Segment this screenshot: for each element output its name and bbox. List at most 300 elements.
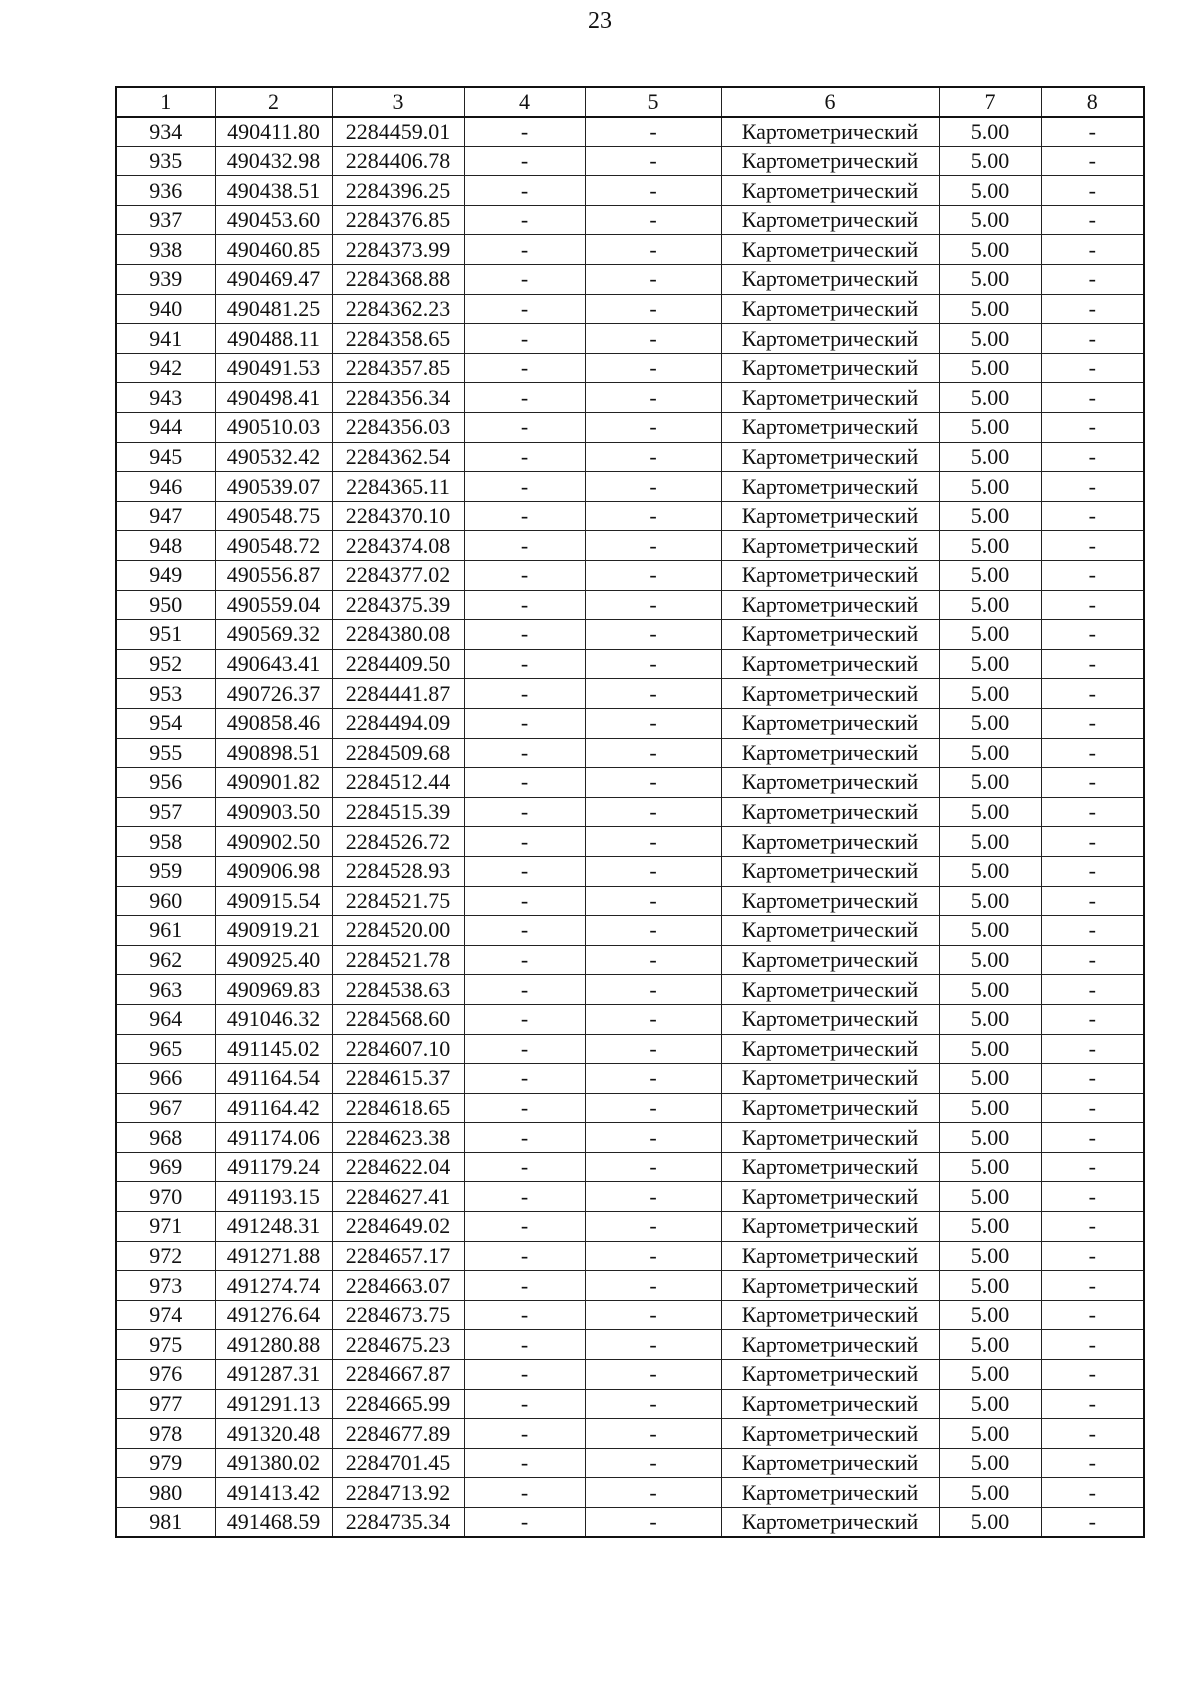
method-cell: Картометрический <box>721 708 939 738</box>
y-coordinate-cell: 2284509.68 <box>332 738 464 768</box>
table-row <box>116 708 1144 738</box>
col5-cell: - <box>585 117 721 147</box>
y-coordinate-cell: 2284406.78 <box>332 146 464 176</box>
table-row <box>116 1093 1144 1123</box>
table-row <box>116 235 1144 265</box>
col5-cell: - <box>585 1508 721 1538</box>
x-coordinate-cell: 491145.02 <box>215 1034 332 1064</box>
method-cell: Картометрический <box>721 620 939 650</box>
x-coordinate-cell: 491291.13 <box>215 1389 332 1419</box>
point-number-cell: 964 <box>116 1004 215 1034</box>
x-coordinate-cell: 490469.47 <box>215 265 332 295</box>
col5-cell: - <box>585 1271 721 1301</box>
method-cell: Картометрический <box>721 531 939 561</box>
accuracy-cell: 5.00 <box>939 856 1041 886</box>
table-row <box>116 620 1144 650</box>
accuracy-cell: 5.00 <box>939 324 1041 354</box>
col8-cell: - <box>1041 945 1144 975</box>
point-number-cell: 971 <box>116 1212 215 1242</box>
x-coordinate-cell: 491380.02 <box>215 1448 332 1478</box>
col4-cell: - <box>464 797 585 827</box>
x-coordinate-cell: 491280.88 <box>215 1330 332 1360</box>
col8-cell: - <box>1041 1300 1144 1330</box>
method-cell: Картометрический <box>721 472 939 502</box>
x-coordinate-cell: 491174.06 <box>215 1123 332 1153</box>
accuracy-cell: 5.00 <box>939 235 1041 265</box>
col8-cell: - <box>1041 146 1144 176</box>
method-cell: Картометрический <box>721 353 939 383</box>
y-coordinate-cell: 2284675.23 <box>332 1330 464 1360</box>
col5-cell: - <box>585 1152 721 1182</box>
col8-cell: - <box>1041 916 1144 946</box>
x-coordinate-cell: 491179.24 <box>215 1152 332 1182</box>
y-coordinate-cell: 2284526.72 <box>332 827 464 857</box>
accuracy-cell: 5.00 <box>939 1330 1041 1360</box>
method-cell: Картометрический <box>721 1034 939 1064</box>
x-coordinate-cell: 490453.60 <box>215 205 332 235</box>
table-row <box>116 1212 1144 1242</box>
col4-cell: - <box>464 324 585 354</box>
point-number-cell: 969 <box>116 1152 215 1182</box>
col4-cell: - <box>464 886 585 916</box>
y-coordinate-cell: 2284374.08 <box>332 531 464 561</box>
col8-cell: - <box>1041 708 1144 738</box>
table-row <box>116 117 1144 147</box>
table-row <box>116 856 1144 886</box>
x-coordinate-cell: 491164.42 <box>215 1093 332 1123</box>
point-number-cell: 966 <box>116 1064 215 1094</box>
x-coordinate-cell: 491164.54 <box>215 1064 332 1094</box>
y-coordinate-cell: 2284356.34 <box>332 383 464 413</box>
point-number-cell: 977 <box>116 1389 215 1419</box>
col8-cell: - <box>1041 324 1144 354</box>
method-cell: Картометрический <box>721 294 939 324</box>
table-row <box>116 679 1144 709</box>
table-row <box>116 205 1144 235</box>
col8-cell: - <box>1041 1093 1144 1123</box>
col5-cell: - <box>585 501 721 531</box>
col5-cell: - <box>585 975 721 1005</box>
col5-cell: - <box>585 856 721 886</box>
table-row <box>116 1271 1144 1301</box>
col4-cell: - <box>464 235 585 265</box>
col4-cell: - <box>464 975 585 1005</box>
table-row <box>116 768 1144 798</box>
col5-cell: - <box>585 353 721 383</box>
col4-cell: - <box>464 1448 585 1478</box>
point-number-cell: 953 <box>116 679 215 709</box>
accuracy-cell: 5.00 <box>939 1300 1041 1330</box>
col4-cell: - <box>464 679 585 709</box>
x-coordinate-cell: 490532.42 <box>215 442 332 472</box>
y-coordinate-cell: 2284357.85 <box>332 353 464 383</box>
x-coordinate-cell: 490548.72 <box>215 531 332 561</box>
accuracy-cell: 5.00 <box>939 146 1041 176</box>
y-coordinate-cell: 2284622.04 <box>332 1152 464 1182</box>
method-cell: Картометрический <box>721 1212 939 1242</box>
col8-cell: - <box>1041 620 1144 650</box>
x-coordinate-cell: 491413.42 <box>215 1478 332 1508</box>
col8-cell: - <box>1041 1004 1144 1034</box>
col4-cell: - <box>464 1360 585 1390</box>
col5-cell: - <box>585 235 721 265</box>
y-coordinate-cell: 2284375.39 <box>332 590 464 620</box>
col5-cell: - <box>585 590 721 620</box>
col4-cell: - <box>464 294 585 324</box>
table-row <box>116 1478 1144 1508</box>
x-coordinate-cell: 490858.46 <box>215 708 332 738</box>
col5-cell: - <box>585 1182 721 1212</box>
col8-cell: - <box>1041 205 1144 235</box>
col4-cell: - <box>464 916 585 946</box>
y-coordinate-cell: 2284373.99 <box>332 235 464 265</box>
col5-cell: - <box>585 1034 721 1064</box>
method-cell: Картометрический <box>721 1241 939 1271</box>
method-cell: Картометрический <box>721 324 939 354</box>
col5-cell: - <box>585 1300 721 1330</box>
method-cell: Картометрический <box>721 1448 939 1478</box>
column-header: 8 <box>1041 87 1144 117</box>
col8-cell: - <box>1041 265 1144 295</box>
x-coordinate-cell: 490498.41 <box>215 383 332 413</box>
col4-cell: - <box>464 1241 585 1271</box>
col5-cell: - <box>585 886 721 916</box>
method-cell: Картометрический <box>721 945 939 975</box>
point-number-cell: 937 <box>116 205 215 235</box>
method-cell: Картометрический <box>721 235 939 265</box>
col8-cell: - <box>1041 472 1144 502</box>
table-row <box>116 916 1144 946</box>
point-number-cell: 970 <box>116 1182 215 1212</box>
col4-cell: - <box>464 205 585 235</box>
point-number-cell: 942 <box>116 353 215 383</box>
x-coordinate-cell: 490510.03 <box>215 413 332 443</box>
col8-cell: - <box>1041 413 1144 443</box>
col4-cell: - <box>464 768 585 798</box>
table-row <box>116 738 1144 768</box>
col4-cell: - <box>464 383 585 413</box>
y-coordinate-cell: 2284568.60 <box>332 1004 464 1034</box>
col8-cell: - <box>1041 531 1144 561</box>
col5-cell: - <box>585 827 721 857</box>
point-number-cell: 946 <box>116 472 215 502</box>
table-row <box>116 827 1144 857</box>
table-row <box>116 975 1144 1005</box>
accuracy-cell: 5.00 <box>939 117 1041 147</box>
table-row <box>116 1419 1144 1449</box>
col5-cell: - <box>585 797 721 827</box>
x-coordinate-cell: 491287.31 <box>215 1360 332 1390</box>
col5-cell: - <box>585 531 721 561</box>
point-number-cell: 948 <box>116 531 215 561</box>
x-coordinate-cell: 490569.32 <box>215 620 332 650</box>
point-number-cell: 965 <box>116 1034 215 1064</box>
column-header: 7 <box>939 87 1041 117</box>
col8-cell: - <box>1041 1182 1144 1212</box>
point-number-cell: 975 <box>116 1330 215 1360</box>
column-header: 6 <box>721 87 939 117</box>
col5-cell: - <box>585 916 721 946</box>
table-row <box>116 146 1144 176</box>
col4-cell: - <box>464 620 585 650</box>
x-coordinate-cell: 490726.37 <box>215 679 332 709</box>
point-number-cell: 956 <box>116 768 215 798</box>
point-number-cell: 940 <box>116 294 215 324</box>
accuracy-cell: 5.00 <box>939 768 1041 798</box>
accuracy-cell: 5.00 <box>939 1212 1041 1242</box>
col8-cell: - <box>1041 1330 1144 1360</box>
accuracy-cell: 5.00 <box>939 1389 1041 1419</box>
y-coordinate-cell: 2284521.75 <box>332 886 464 916</box>
x-coordinate-cell: 490925.40 <box>215 945 332 975</box>
table-row <box>116 176 1144 206</box>
accuracy-cell: 5.00 <box>939 886 1041 916</box>
method-cell: Картометрический <box>721 827 939 857</box>
method-cell: Картометрический <box>721 146 939 176</box>
col5-cell: - <box>585 413 721 443</box>
table-row <box>116 1241 1144 1271</box>
table-body <box>116 117 1144 1538</box>
accuracy-cell: 5.00 <box>939 294 1041 324</box>
col4-cell: - <box>464 708 585 738</box>
col5-cell: - <box>585 620 721 650</box>
method-cell: Картометрический <box>721 1123 939 1153</box>
table-row <box>116 1360 1144 1390</box>
y-coordinate-cell: 2284370.10 <box>332 501 464 531</box>
accuracy-cell: 5.00 <box>939 1419 1041 1449</box>
x-coordinate-cell: 490432.98 <box>215 146 332 176</box>
y-coordinate-cell: 2284615.37 <box>332 1064 464 1094</box>
y-coordinate-cell: 2284538.63 <box>332 975 464 1005</box>
x-coordinate-cell: 490460.85 <box>215 235 332 265</box>
accuracy-cell: 5.00 <box>939 472 1041 502</box>
y-coordinate-cell: 2284368.88 <box>332 265 464 295</box>
table-row <box>116 353 1144 383</box>
y-coordinate-cell: 2284409.50 <box>332 649 464 679</box>
x-coordinate-cell: 490643.41 <box>215 649 332 679</box>
table-row <box>116 1182 1144 1212</box>
method-cell: Картометрический <box>721 1064 939 1094</box>
table-row <box>116 472 1144 502</box>
point-number-cell: 951 <box>116 620 215 650</box>
point-number-cell: 961 <box>116 916 215 946</box>
table-row <box>116 1123 1144 1153</box>
col5-cell: - <box>585 205 721 235</box>
col8-cell: - <box>1041 590 1144 620</box>
table-row <box>116 561 1144 591</box>
x-coordinate-cell: 490903.50 <box>215 797 332 827</box>
point-number-cell: 959 <box>116 856 215 886</box>
y-coordinate-cell: 2284356.03 <box>332 413 464 443</box>
method-cell: Картометрический <box>721 265 939 295</box>
col4-cell: - <box>464 146 585 176</box>
method-cell: Картометрический <box>721 176 939 206</box>
col4-cell: - <box>464 1034 585 1064</box>
y-coordinate-cell: 2284735.34 <box>332 1508 464 1538</box>
x-coordinate-cell: 490898.51 <box>215 738 332 768</box>
column-header: 3 <box>332 87 464 117</box>
x-coordinate-cell: 490969.83 <box>215 975 332 1005</box>
accuracy-cell: 5.00 <box>939 176 1041 206</box>
col8-cell: - <box>1041 1271 1144 1301</box>
col4-cell: - <box>464 945 585 975</box>
table-row <box>116 1152 1144 1182</box>
method-cell: Картометрический <box>721 501 939 531</box>
col4-cell: - <box>464 531 585 561</box>
table-row <box>116 1508 1144 1538</box>
col5-cell: - <box>585 561 721 591</box>
page-number: 23 <box>588 8 612 34</box>
col4-cell: - <box>464 1093 585 1123</box>
y-coordinate-cell: 2284365.11 <box>332 472 464 502</box>
method-cell: Картометрический <box>721 768 939 798</box>
table-row <box>116 265 1144 295</box>
col5-cell: - <box>585 1419 721 1449</box>
x-coordinate-cell: 490539.07 <box>215 472 332 502</box>
method-cell: Картометрический <box>721 1478 939 1508</box>
col8-cell: - <box>1041 1123 1144 1153</box>
method-cell: Картометрический <box>721 1271 939 1301</box>
col8-cell: - <box>1041 442 1144 472</box>
accuracy-cell: 5.00 <box>939 1360 1041 1390</box>
accuracy-cell: 5.00 <box>939 797 1041 827</box>
coordinates-table <box>115 86 1145 1538</box>
y-coordinate-cell: 2284380.08 <box>332 620 464 650</box>
point-number-cell: 980 <box>116 1478 215 1508</box>
y-coordinate-cell: 2284528.93 <box>332 856 464 886</box>
point-number-cell: 974 <box>116 1300 215 1330</box>
col5-cell: - <box>585 679 721 709</box>
y-coordinate-cell: 2284441.87 <box>332 679 464 709</box>
point-number-cell: 950 <box>116 590 215 620</box>
accuracy-cell: 5.00 <box>939 501 1041 531</box>
y-coordinate-cell: 2284649.02 <box>332 1212 464 1242</box>
point-number-cell: 943 <box>116 383 215 413</box>
col4-cell: - <box>464 590 585 620</box>
col5-cell: - <box>585 708 721 738</box>
col8-cell: - <box>1041 856 1144 886</box>
col4-cell: - <box>464 353 585 383</box>
table-row <box>116 501 1144 531</box>
col8-cell: - <box>1041 679 1144 709</box>
col8-cell: - <box>1041 383 1144 413</box>
point-number-cell: 967 <box>116 1093 215 1123</box>
col5-cell: - <box>585 1478 721 1508</box>
col8-cell: - <box>1041 1360 1144 1390</box>
point-number-cell: 981 <box>116 1508 215 1538</box>
y-coordinate-cell: 2284673.75 <box>332 1300 464 1330</box>
x-coordinate-cell: 490559.04 <box>215 590 332 620</box>
col5-cell: - <box>585 1004 721 1034</box>
method-cell: Картометрический <box>721 797 939 827</box>
method-cell: Картометрический <box>721 1182 939 1212</box>
y-coordinate-cell: 2284607.10 <box>332 1034 464 1064</box>
column-header: 2 <box>215 87 332 117</box>
table-row <box>116 531 1144 561</box>
point-number-cell: 957 <box>116 797 215 827</box>
method-cell: Картометрический <box>721 590 939 620</box>
col5-cell: - <box>585 1330 721 1360</box>
col5-cell: - <box>585 442 721 472</box>
method-cell: Картометрический <box>721 679 939 709</box>
method-cell: Картометрический <box>721 1152 939 1182</box>
col5-cell: - <box>585 945 721 975</box>
col4-cell: - <box>464 1419 585 1449</box>
col4-cell: - <box>464 1004 585 1034</box>
table-row <box>116 1300 1144 1330</box>
point-number-cell: 936 <box>116 176 215 206</box>
col5-cell: - <box>585 1241 721 1271</box>
x-coordinate-cell: 490488.11 <box>215 324 332 354</box>
col4-cell: - <box>464 1212 585 1242</box>
accuracy-cell: 5.00 <box>939 1271 1041 1301</box>
y-coordinate-cell: 2284701.45 <box>332 1448 464 1478</box>
column-header: 1 <box>116 87 215 117</box>
col5-cell: - <box>585 176 721 206</box>
col4-cell: - <box>464 1182 585 1212</box>
method-cell: Картометрический <box>721 383 939 413</box>
y-coordinate-cell: 2284520.00 <box>332 916 464 946</box>
table-row <box>116 294 1144 324</box>
accuracy-cell: 5.00 <box>939 916 1041 946</box>
x-coordinate-cell: 491046.32 <box>215 1004 332 1034</box>
y-coordinate-cell: 2284377.02 <box>332 561 464 591</box>
table-row <box>116 1004 1144 1034</box>
method-cell: Картометрический <box>721 1389 939 1419</box>
x-coordinate-cell: 491193.15 <box>215 1182 332 1212</box>
y-coordinate-cell: 2284667.87 <box>332 1360 464 1390</box>
x-coordinate-cell: 490915.54 <box>215 886 332 916</box>
y-coordinate-cell: 2284665.99 <box>332 1389 464 1419</box>
accuracy-cell: 5.00 <box>939 620 1041 650</box>
accuracy-cell: 5.00 <box>939 413 1041 443</box>
col4-cell: - <box>464 827 585 857</box>
col4-cell: - <box>464 1478 585 1508</box>
col4-cell: - <box>464 1330 585 1360</box>
method-cell: Картометрический <box>721 975 939 1005</box>
col4-cell: - <box>464 413 585 443</box>
x-coordinate-cell: 490556.87 <box>215 561 332 591</box>
col5-cell: - <box>585 146 721 176</box>
accuracy-cell: 5.00 <box>939 590 1041 620</box>
col5-cell: - <box>585 324 721 354</box>
y-coordinate-cell: 2284376.85 <box>332 205 464 235</box>
point-number-cell: 979 <box>116 1448 215 1478</box>
column-header: 5 <box>585 87 721 117</box>
col4-cell: - <box>464 1300 585 1330</box>
method-cell: Картометрический <box>721 856 939 886</box>
col5-cell: - <box>585 1389 721 1419</box>
col5-cell: - <box>585 1064 721 1094</box>
y-coordinate-cell: 2284512.44 <box>332 768 464 798</box>
point-number-cell: 935 <box>116 146 215 176</box>
col8-cell: - <box>1041 353 1144 383</box>
accuracy-cell: 5.00 <box>939 205 1041 235</box>
y-coordinate-cell: 2284618.65 <box>332 1093 464 1123</box>
table-row <box>116 1389 1144 1419</box>
accuracy-cell: 5.00 <box>939 1478 1041 1508</box>
col8-cell: - <box>1041 1508 1144 1538</box>
y-coordinate-cell: 2284396.25 <box>332 176 464 206</box>
point-number-cell: 972 <box>116 1241 215 1271</box>
x-coordinate-cell: 490902.50 <box>215 827 332 857</box>
method-cell: Картометрический <box>721 886 939 916</box>
accuracy-cell: 5.00 <box>939 1093 1041 1123</box>
y-coordinate-cell: 2284663.07 <box>332 1271 464 1301</box>
col8-cell: - <box>1041 1448 1144 1478</box>
col8-cell: - <box>1041 235 1144 265</box>
x-coordinate-cell: 490411.80 <box>215 117 332 147</box>
